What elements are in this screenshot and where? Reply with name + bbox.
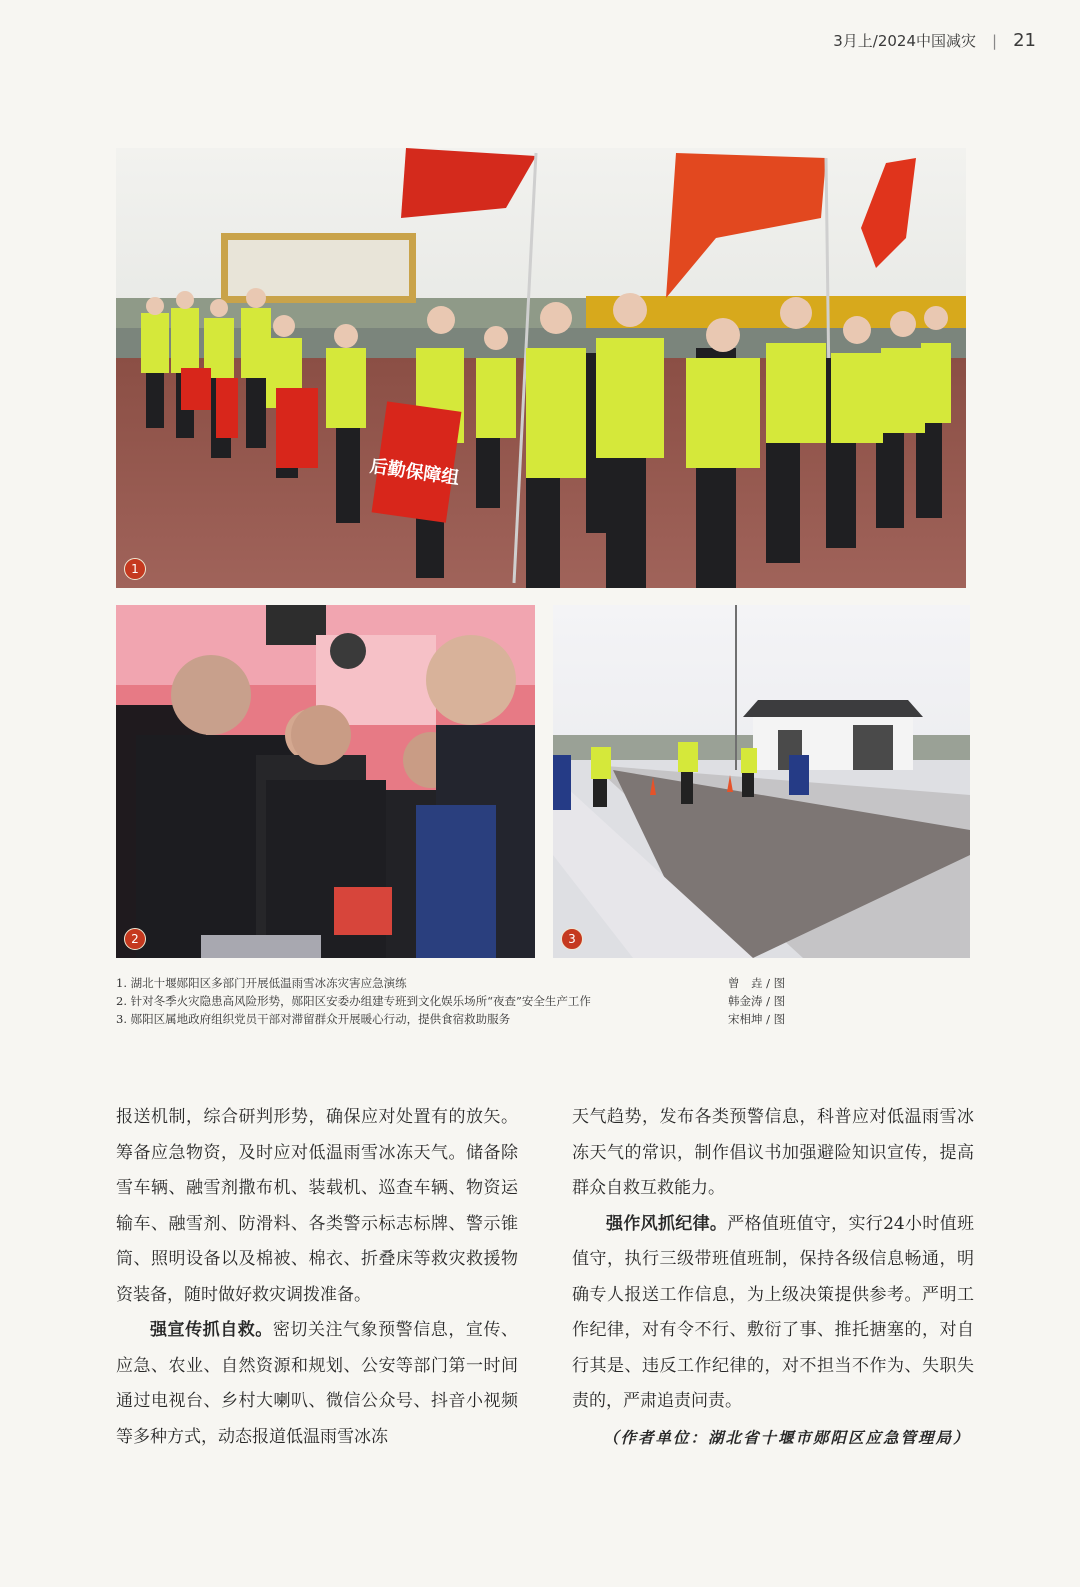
photo-number-badge: 1 <box>124 558 146 580</box>
caption-row <box>116 1010 816 1028</box>
section-heading: 强作风抓纪律。 <box>606 1213 728 1234</box>
photo-number-badge: 2 <box>124 928 146 950</box>
photo-emergency-drill <box>116 148 966 588</box>
author-affiliation: （作者单位：湖北省十堰市郧阳区应急管理局） <box>603 1427 971 1447</box>
paragraph-text: 严格值班值守，实行24小时值班值守，执行三级带班值班制，保持各级信息畅通，明确专人报送工作信息，为上级决策提供参考。严明工作纪律，对有令不行、敷衍了事、推托搪塞的，对自行其是、违反工作纪律的，对不担当不作为、失职失责的，严肃追责问责。 <box>572 1213 974 1411</box>
article-column-left <box>116 1100 518 1455</box>
caption-text: 1. 湖北十堰郧阳区多部门开展低温雨雪冰冻灾害应急演练 <box>116 976 407 990</box>
caption-row <box>116 992 816 1010</box>
caption-row <box>116 974 816 992</box>
banner-text: 后勤保障组 <box>368 455 461 490</box>
article-column-right <box>572 1100 974 1455</box>
caption-credit: 宋相坤 / 图 <box>728 1012 786 1026</box>
page-header <box>833 30 1036 51</box>
header-separator: | <box>992 32 998 50</box>
photo-snowy-checkpoint <box>553 605 970 958</box>
caption-credit: 曾 垚 / 图 <box>728 976 786 990</box>
body-paragraph: 报送机制，综合研判形势，确保应对处置有的放矢。筹备应急物资，及时应对低温雨雪冰冻天气。储备除雪车辆、融雪剂撒布机、装载机、巡查车辆、物资运输车、融雪剂、防滑料、各类警示标志标牌、警示锥筒、照明设备以及棉被、棉衣、折叠床等救灾救援物资装备，随时做好救灾调拨准备。 <box>116 1107 518 1305</box>
caption-text: 2. 针对冬季火灾隐患高风险形势，郧阳区安委办组建专班到文化娱乐场所“夜查”安全生产工作 <box>116 994 591 1008</box>
photo-number-badge: 3 <box>561 928 583 950</box>
magazine-name: 中国减灾 <box>916 32 977 50</box>
photo-night-inspection <box>116 605 535 958</box>
page-number: 21 <box>1013 30 1036 51</box>
section-heading: 强宣传抓自救。 <box>150 1320 273 1340</box>
caption-text: 3. 郧阳区属地政府组织党员干部对滞留群众开展暖心行动，提供食宿救助服务 <box>116 1012 511 1026</box>
issue-date: 3月上/2024 <box>833 32 917 50</box>
photo-captions <box>116 974 816 1028</box>
body-paragraph: 天气趋势，发布各类预警信息，科普应对低温雨雪冰冻天气的常识，制作倡议书加强避险知识宣传，提高群众自救互救能力。 <box>572 1107 974 1198</box>
paragraph-text: 密切关注气象预警信息，宣传、应急、农业、自然资源和规划、公安等部门第一时间通过电视台、乡村大喇叭、微信公众号、抖音小视频等多种方式，动态报道低温雨雪冰冻 <box>116 1320 519 1447</box>
body-paragraph <box>572 1207 974 1420</box>
caption-credit: 韩金涛 / 图 <box>728 994 786 1008</box>
body-paragraph <box>116 1313 518 1455</box>
